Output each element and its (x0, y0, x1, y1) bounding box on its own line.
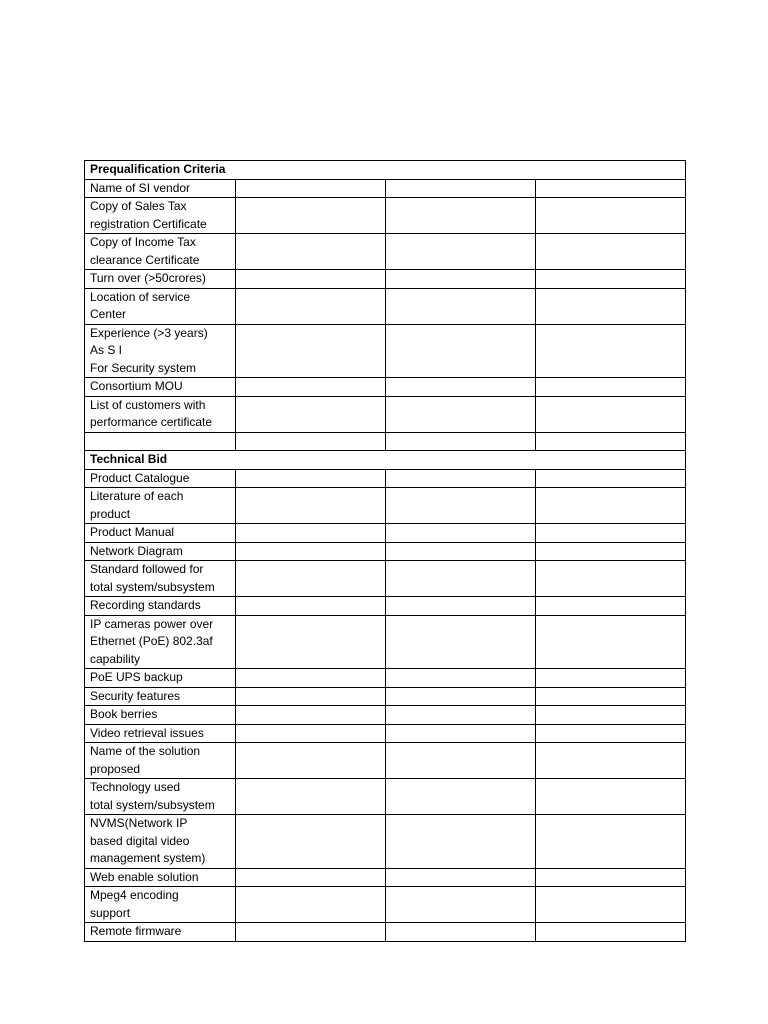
section-header-row (85, 451, 686, 470)
vendor-response-cell (386, 324, 536, 378)
table-row (85, 687, 686, 706)
criteria-label-line: Security features (90, 688, 181, 703)
vendor-response-cell (536, 469, 686, 488)
criteria-label-line: registration Certificate (90, 216, 207, 231)
criteria-label-line: Standard followed for (90, 562, 204, 576)
criteria-label-line: Turn over (>50crores) (90, 271, 206, 285)
table-row (85, 669, 686, 688)
vendor-response-cell (536, 669, 686, 688)
criteria-label-line: proposed (90, 761, 141, 776)
vendor-response-cell (236, 561, 386, 597)
vendor-response-cell (236, 469, 386, 488)
table-row (85, 868, 686, 887)
vendor-response-cell (536, 815, 686, 869)
vendor-response-cell (536, 687, 686, 706)
vendor-response-cell (536, 288, 686, 324)
vendor-response-cell (236, 887, 386, 923)
vendor-response-cell (536, 779, 686, 815)
criteria-label-cell (85, 687, 236, 706)
criteria-label-line: List of customers with (90, 397, 206, 412)
criteria-label-cell (85, 270, 236, 289)
table-row (85, 779, 686, 815)
vendor-response-cell (536, 198, 686, 234)
criteria-label-line: capability (90, 651, 141, 666)
vendor-response-cell (386, 724, 536, 743)
vendor-response-cell (236, 815, 386, 869)
criteria-label-cell (85, 234, 236, 270)
vendor-response-cell (386, 288, 536, 324)
criteria-label-line: Mpeg4 encoding (90, 888, 179, 902)
vendor-response-cell (236, 615, 386, 669)
table-row (85, 488, 686, 524)
vendor-response-cell (386, 524, 536, 543)
table-row (85, 706, 686, 725)
criteria-label-cell (85, 396, 236, 432)
vendor-response-cell (236, 868, 386, 887)
criteria-label-line: NVMS(Network IP (90, 816, 188, 830)
vendor-response-cell (236, 396, 386, 432)
criteria-label-cell (85, 469, 236, 488)
vendor-response-cell (536, 324, 686, 378)
vendor-response-cell (386, 669, 536, 688)
criteria-label-cell (85, 524, 236, 543)
section-header-cell (85, 161, 686, 180)
section-header-row (85, 161, 686, 180)
vendor-response-cell (236, 179, 386, 198)
criteria-label-line: Consortium MOU (90, 379, 183, 393)
criteria-label-line: Literature of each (90, 489, 184, 503)
vendor-response-cell (386, 542, 536, 561)
vendor-response-cell (236, 743, 386, 779)
criteria-label-cell (85, 542, 236, 561)
criteria-label-line: Network Diagram (90, 543, 183, 558)
blank-row (85, 432, 686, 451)
criteria-label-cell (85, 198, 236, 234)
table-row (85, 724, 686, 743)
table-row (85, 378, 686, 397)
criteria-label-cell (85, 324, 236, 378)
vendor-response-cell (236, 198, 386, 234)
criteria-label-line: Web enable solution (90, 869, 199, 884)
vendor-response-cell (386, 706, 536, 725)
criteria-label-cell (85, 488, 236, 524)
vendor-response-cell (236, 542, 386, 561)
table-row (85, 542, 686, 561)
vendor-response-cell (236, 923, 386, 942)
vendor-response-cell (536, 923, 686, 942)
criteria-label-cell (85, 615, 236, 669)
vendor-response-cell (386, 779, 536, 815)
vendor-response-cell (236, 669, 386, 688)
vendor-response-cell (236, 378, 386, 397)
vendor-response-cell (236, 779, 386, 815)
table-row (85, 597, 686, 616)
criteria-label-cell (85, 597, 236, 616)
criteria-label-cell (85, 288, 236, 324)
vendor-response-cell (236, 724, 386, 743)
criteria-label-line: Remote firmware (90, 924, 182, 938)
vendor-response-cell (236, 324, 386, 378)
vendor-response-cell (236, 488, 386, 524)
vendor-response-cell (536, 561, 686, 597)
table-row (85, 923, 686, 942)
criteria-label-line: Location of service (90, 289, 191, 304)
vendor-response-cell (386, 923, 536, 942)
vendor-response-cell (386, 234, 536, 270)
section-header-cell (85, 451, 686, 470)
table-row (85, 270, 686, 289)
vendor-response-cell (536, 724, 686, 743)
table-row (85, 815, 686, 869)
vendor-response-cell (386, 615, 536, 669)
vendor-response-cell (386, 597, 536, 616)
vendor-response-cell (536, 234, 686, 270)
criteria-label-line: Product Manual (90, 525, 175, 539)
vendor-response-cell (536, 887, 686, 923)
criteria-label-line: As S I (90, 343, 123, 357)
section-header-text: Technical Bid (90, 452, 168, 466)
criteria-label-line: Center (90, 307, 127, 321)
vendor-response-cell (536, 396, 686, 432)
vendor-response-cell (536, 743, 686, 779)
criteria-label-line: Name of the solution (90, 744, 201, 758)
criteria-label-cell (85, 743, 236, 779)
table-row (85, 179, 686, 198)
criteria-label-cell (85, 815, 236, 869)
table-row (85, 524, 686, 543)
vendor-response-cell (386, 687, 536, 706)
vendor-response-cell (386, 270, 536, 289)
table-row (85, 615, 686, 669)
criteria-label-line: clearance Certificate (90, 252, 200, 267)
evaluation-table-body (85, 161, 686, 942)
table-row (85, 324, 686, 378)
table-row (85, 561, 686, 597)
evaluation-table (84, 160, 686, 942)
criteria-label-line: Ethernet (PoE) 802.3af (90, 634, 213, 648)
criteria-label-line: Name of SI vendor (90, 180, 191, 195)
criteria-label-line: Copy of Income Tax (90, 235, 196, 249)
criteria-label-cell (85, 779, 236, 815)
criteria-label-line: Recording standards (90, 598, 201, 612)
vendor-response-cell (386, 743, 536, 779)
section-header-text: Prequalification Criteria (90, 162, 226, 176)
vendor-response-cell (386, 815, 536, 869)
criteria-label-cell (85, 868, 236, 887)
criteria-label-line: based digital video (90, 833, 190, 848)
criteria-label-line: product (90, 506, 131, 521)
criteria-label-line: For Security system (90, 360, 197, 375)
criteria-label-line: Product Catalogue (90, 470, 190, 485)
criteria-label-cell (85, 378, 236, 397)
table-row (85, 743, 686, 779)
vendor-response-cell (536, 615, 686, 669)
criteria-label-cell (85, 179, 236, 198)
vendor-response-cell (536, 432, 686, 451)
vendor-response-cell (236, 234, 386, 270)
table-row (85, 234, 686, 270)
table-row (85, 887, 686, 923)
table-row (85, 396, 686, 432)
vendor-response-cell (536, 179, 686, 198)
criteria-label-cell (85, 669, 236, 688)
criteria-label-cell (85, 561, 236, 597)
criteria-label-cell (85, 724, 236, 743)
vendor-response-cell (536, 488, 686, 524)
criteria-label-line: PoE UPS backup (90, 670, 183, 684)
vendor-response-cell (236, 706, 386, 725)
criteria-label-line: total system/subsystem (90, 797, 215, 812)
criteria-label-line: Book berries (90, 707, 158, 721)
table-row (85, 288, 686, 324)
criteria-label-line: total system/subsystem (90, 579, 215, 594)
vendor-response-cell (536, 270, 686, 289)
vendor-response-cell (386, 198, 536, 234)
table-row (85, 469, 686, 488)
vendor-response-cell (386, 561, 536, 597)
vendor-response-cell (386, 179, 536, 198)
criteria-label-line: Technology used (90, 780, 181, 794)
criteria-label-line: Video retrieval issues (90, 725, 204, 740)
criteria-label-line: management system) (90, 851, 206, 865)
vendor-response-cell (536, 378, 686, 397)
vendor-response-cell (536, 597, 686, 616)
vendor-response-cell (236, 687, 386, 706)
vendor-response-cell (536, 868, 686, 887)
table-row (85, 198, 686, 234)
vendor-response-cell (236, 270, 386, 289)
criteria-label-cell (85, 706, 236, 725)
vendor-response-cell (386, 432, 536, 451)
vendor-response-cell (236, 597, 386, 616)
criteria-label-line: Copy of Sales Tax (90, 199, 187, 213)
criteria-label-line: Experience (>3 years) (90, 325, 208, 340)
criteria-label-cell (85, 923, 236, 942)
criteria-label-cell (85, 887, 236, 923)
vendor-response-cell (536, 542, 686, 561)
vendor-response-cell (386, 396, 536, 432)
criteria-label-line: support (90, 905, 131, 920)
vendor-response-cell (236, 288, 386, 324)
vendor-response-cell (386, 868, 536, 887)
criteria-label-line: performance certificate (90, 415, 213, 429)
vendor-response-cell (236, 524, 386, 543)
criteria-label-line: IP cameras power over (90, 616, 214, 631)
vendor-response-cell (536, 706, 686, 725)
criteria-label-cell (85, 432, 236, 451)
vendor-response-cell (386, 378, 536, 397)
vendor-response-cell (536, 524, 686, 543)
vendor-response-cell (386, 469, 536, 488)
vendor-response-cell (236, 432, 386, 451)
vendor-response-cell (386, 887, 536, 923)
vendor-response-cell (386, 488, 536, 524)
